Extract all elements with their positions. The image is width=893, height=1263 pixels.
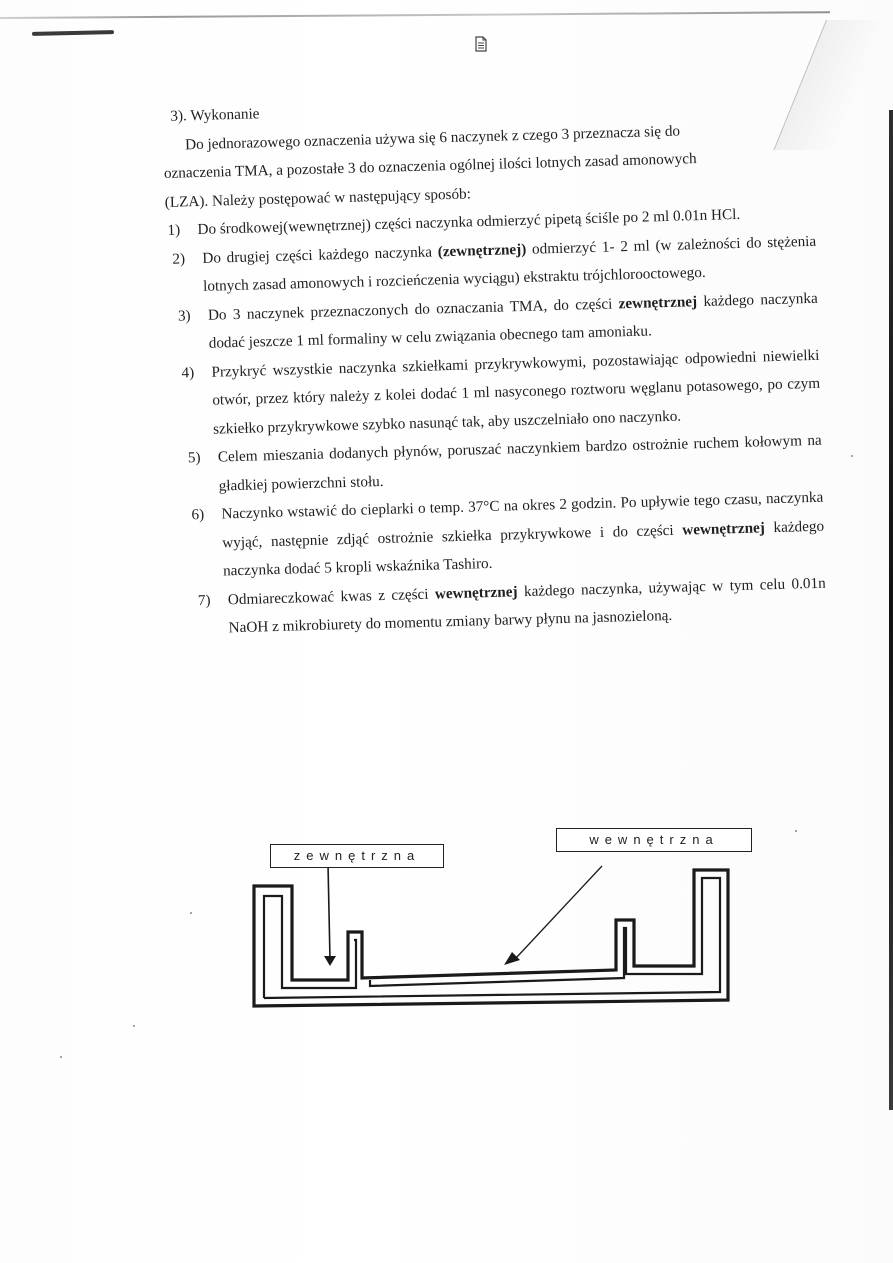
step-text: Naczynko wstawić do cieplarki o temp. 37°C na okres 2 godzin. Po upływie tego czasu, naczynka wyjąć, następnie zdjąć ostrożnie szkiełka przykrywkowe i do części wewnętrznej każdego naczynka dodać 5 kropli wskaźnika Tashiro. — [221, 488, 825, 580]
arrow-inner-line — [516, 866, 602, 958]
step-text: Celem mieszania dodanych płynów, poruszać naczynkiem bardzo ostrożnie ruchem kołowym na gładkiej powierzchni stołu. — [217, 431, 822, 495]
label-inner-part: wewnętrzna — [556, 828, 752, 852]
step-number: 7) — [197, 591, 211, 609]
scan-mark — [32, 30, 114, 36]
label-outer-part: zewnętrzna — [270, 844, 444, 868]
intro-line-2: oznaczenia TMA, a pozostałe 3 do oznaczenia ogólnej ilości lotnych zasad amonowych — [163, 150, 697, 182]
step-text: Przykryć wszystkie naczynka szkiełkami przykrywkowymi, pozostawiając odpowiedni niewielki otwór, przez który należy z kolei dodać 1 ml nasyconego roztworu węglanu potasowego, po czym szkiełko przykrywkowe szybko nasunąć tak, aby uszczelniało ono naczynko. — [211, 346, 821, 438]
step-number: 2) — [172, 249, 186, 268]
scan-top-edge — [0, 11, 830, 19]
scan-speck — [190, 912, 192, 914]
arrow-outer-head — [324, 956, 336, 966]
arrow-inner-head — [504, 952, 520, 965]
scan-speck — [60, 1056, 62, 1058]
step-text: Do 3 naczynek przeznaczonych do oznaczania TMA, do części zewnętrznej każdego naczynka dodać jeszcze 1 ml formaliny w celu związania obecnego tam amoniaku. — [207, 289, 818, 352]
procedure-steps — [165, 199, 827, 644]
step-text: Do drugiej części każdego naczynka (zewnętrznej) odmierzyć 1- 2 ml (w zależności do stężenia lotnych zasad amonowych i rozcieńczenia wyciągu) ekstraktu trójchlorooctowego. — [202, 232, 817, 295]
scan-speck — [851, 455, 853, 457]
vessel-outer-wall — [254, 870, 728, 1006]
document-icon — [474, 36, 488, 52]
step-number: 4) — [181, 363, 195, 382]
step-number: 6) — [191, 505, 205, 524]
step-number: 1) — [167, 221, 181, 239]
step-text: Do środkowej(wewnętrznej) części naczynka odmierzyć pipetą ściśle po 2 ml 0.01n HCl. — [197, 205, 741, 239]
conway-dish-diagram — [246, 820, 786, 1020]
intro-line-1: Do jednorazowego oznaczenia używa się 6 naczynek z czego 3 przeznacza się do — [184, 122, 681, 153]
step-number: 3) — [177, 306, 191, 325]
step-number: 5) — [187, 449, 201, 467]
arrow-outer-line — [328, 864, 330, 960]
procedure-text — [162, 85, 827, 644]
scan-speck — [133, 1025, 135, 1027]
section-title: 3). Wykonanie — [170, 105, 260, 125]
scan-speck — [795, 830, 797, 832]
scan-right-edge — [889, 110, 893, 1110]
step-text: Odmiareczkować kwas z części wewnętrznej każdego naczynka, używając w tym celu 0.01n NaOH z mikrobiurety do momentu zmiany barwy płynu na jasnozieloną. — [227, 574, 826, 637]
intro-line-3: (LZA). Należy postępować w następujący sposób: — [164, 184, 472, 211]
vessel-inner-wall — [264, 896, 356, 998]
